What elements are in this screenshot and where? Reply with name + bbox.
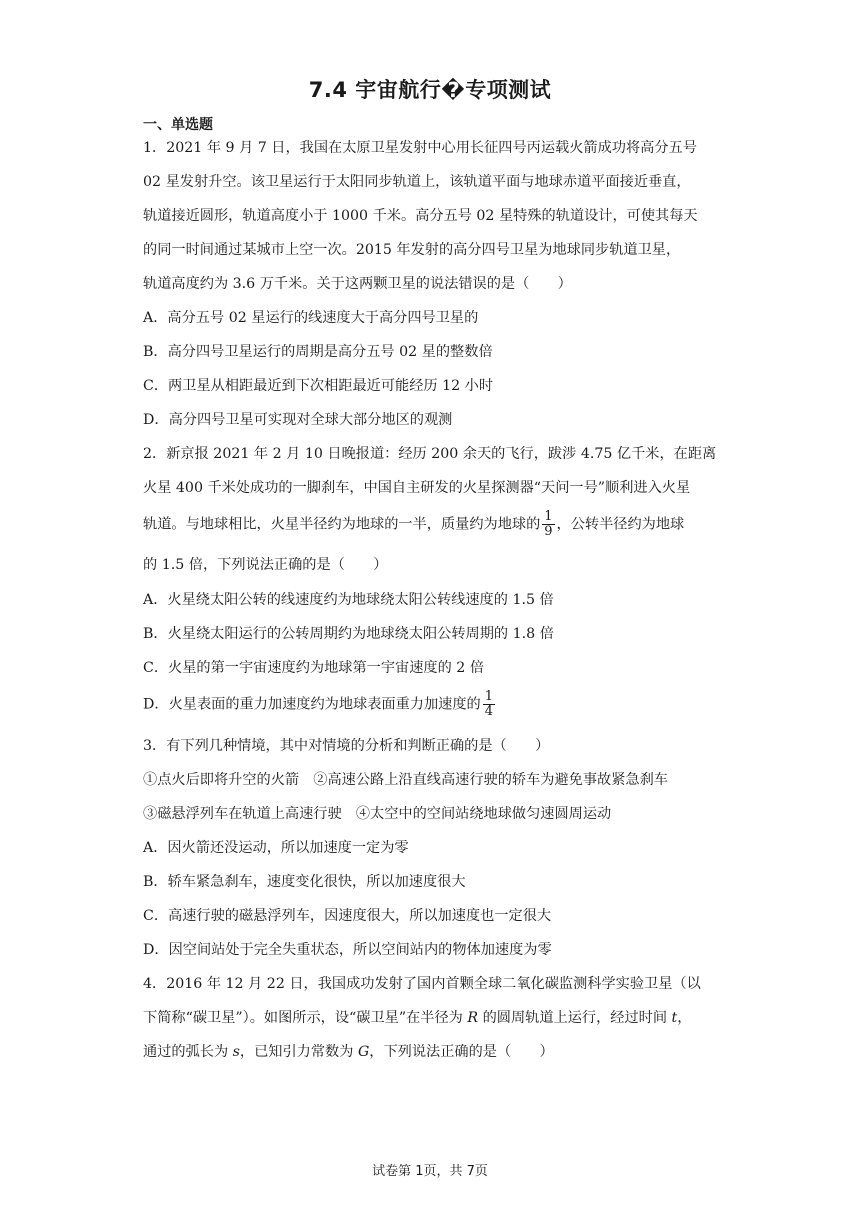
q4-line-2	[143, 1008, 691, 1028]
q2-line-4: 的 1.5 倍，下列说法正确的是（ ）	[143, 557, 388, 573]
q3-line-2: ①点火后即将升空的火箭 ②高速公路上沿直线高速行驶的轿车为避免事故紧急刹车	[143, 772, 668, 788]
q4-line-2-text-c: ，	[677, 1010, 692, 1026]
q2-option-d	[143, 690, 497, 719]
q4-line-3	[143, 1042, 554, 1062]
q3-line-3: ③磁悬浮列车在轨道上高速行驶 ④太空中的空间站绕地球做匀速圆周运动	[143, 806, 612, 822]
section-heading: 一、单选题	[143, 117, 213, 133]
q4-line-3-text-c: ，下列说法正确的是（ ）	[369, 1044, 554, 1060]
q1-option-d: D．高分四号卫星可实现对全球大部分地区的观测	[143, 412, 453, 428]
fraction-denominator: 9	[544, 524, 553, 539]
page-footer: 试卷第 1页，共 7页	[372, 1164, 488, 1179]
q2-option-d-text: D．火星表面的重力加速度约为地球表面重力加速度的	[143, 696, 481, 713]
q1-option-a: A．高分五号 02 星运行的线速度大于高分四号卫星的	[143, 310, 479, 326]
q4-line-2-text-b: 的圆周轨道上运行，经过时间	[478, 1010, 672, 1026]
q2-line-2: 火星 400 千米处成功的一脚刹车，中国自主研发的火星探测器“天问一号”顺利进入火星	[143, 480, 691, 496]
q4-line-3-text-b: ，已知引力常数为	[239, 1044, 358, 1060]
fraction-one-quarter	[483, 690, 495, 719]
q2-line-3-text-a: 轨道。与地球相比，火星半径约为地球的一半，质量约为地球的	[143, 516, 541, 533]
page-title: 7.4 宇宙航行�专项测试	[308, 78, 552, 102]
q2-line-3	[143, 510, 684, 539]
q2-line-1: 2．新京报 2021 年 2 月 10 日晚报道：经历 200 余天的飞行，跋涉 4.75 亿千米，在距离	[143, 446, 717, 462]
q1-line-3: 轨道接近圆形，轨道高度小于 1000 千米。高分五号 02 星特殊的轨道设计，可使其每天	[143, 208, 698, 224]
q3-option-b: B．轿车紧急刹车，速度变化很快，所以加速度很大	[143, 874, 466, 890]
fraction-numerator: 1	[544, 509, 553, 524]
q4-line-2-text-a: 下简称“碳卫星”）。如图所示，设“碳卫星”在半径为	[143, 1010, 468, 1026]
variable-t: t	[671, 1010, 678, 1026]
q2-option-c: C．火星的第一宇宙速度约为地球第一宇宙速度的 2 倍	[143, 660, 485, 676]
fraction-numerator: 1	[484, 689, 493, 704]
q1-option-c: C．两卫星从相距最近到下次相距最近可能经历 12 小时	[143, 378, 494, 394]
q3-option-c: C．高速行驶的磁悬浮列车，因速度很大，所以加速度也一定很大	[143, 908, 552, 924]
q3-option-a: A．因火箭还没运动，所以加速度一定为零	[143, 840, 409, 856]
variable-r: R	[467, 1010, 479, 1026]
variable-g: G	[357, 1044, 370, 1060]
q2-line-3-text-b: ，公转半径约为地球	[556, 516, 685, 533]
fraction-denominator: 4	[484, 704, 493, 719]
q1-line-5: 轨道高度约为 3.6 万千米。关于这两颗卫星的说法错误的是（ ）	[143, 276, 572, 292]
q1-line-1: 1．2021 年 9 月 7 日，我国在太原卫星发射中心用长征四号丙运载火箭成功将高分五号	[143, 140, 697, 156]
q2-option-b: B．火星绕太阳运行的公转周期约为地球绕太阳公转周期的 1.8 倍	[143, 626, 554, 642]
q4-line-3-text-a: 通过的弧长为	[143, 1044, 233, 1060]
q1-line-2: 02 星发射升空。该卫星运行于太阳同步轨道上，该轨道平面与地球赤道平面接近垂直，	[143, 174, 691, 190]
q2-option-a: A．火星绕太阳公转的线速度约为地球绕太阳公转线速度的 1.5 倍	[143, 592, 554, 608]
q1-line-4: 的同一时间通过某城市上空一次。2015 年发射的高分四号卫星为地球同步轨道卫星，	[143, 242, 681, 258]
q4-line-1: 4．2016 年 12 月 22 日，我国成功发射了国内首颗全球二氧化碳监测科学实验卫星（以	[143, 976, 701, 992]
q3-line-1: 3．有下列几种情境，其中对情境的分析和判断正确的是（ ）	[143, 738, 550, 754]
variable-s: s	[232, 1044, 240, 1060]
q1-option-b: B．高分四号卫星运行的周期是高分五号 02 星的整数倍	[143, 344, 493, 360]
q3-option-d: D．因空间站处于完全失重状态，所以空间站内的物体加速度为零	[143, 942, 552, 958]
fraction-one-ninth	[542, 510, 554, 539]
